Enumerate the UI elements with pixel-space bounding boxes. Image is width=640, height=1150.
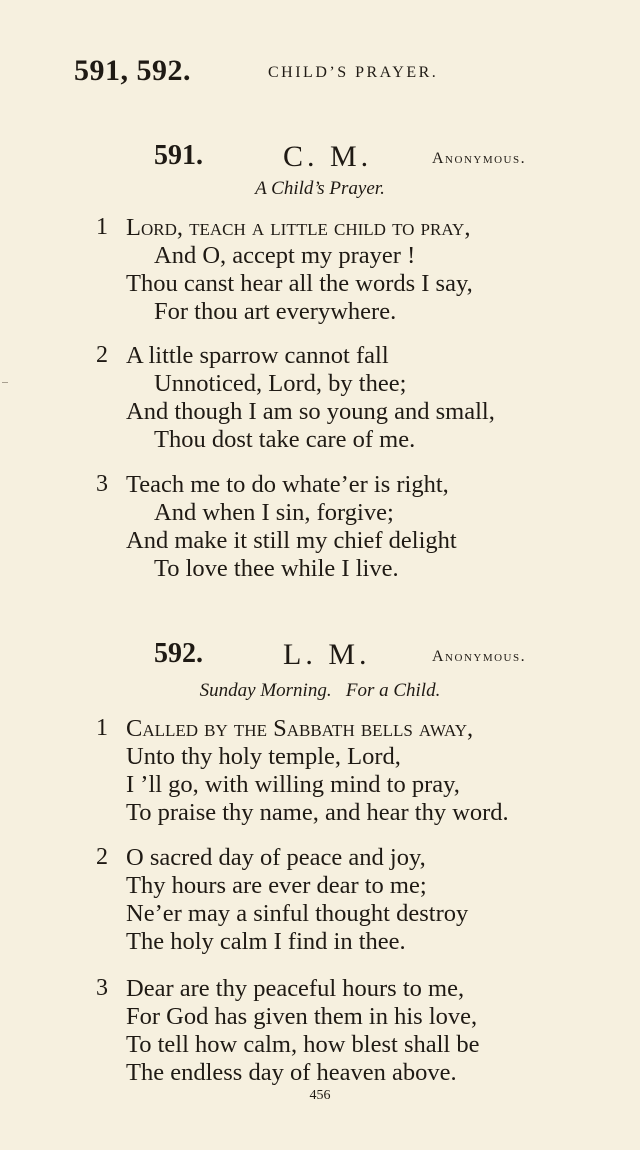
running-head-title: CHILD’S PRAYER.	[268, 64, 439, 81]
hymn-meter: L. M.	[283, 638, 371, 671]
verse-line: Unnoticed, Lord, by thee;	[154, 370, 407, 397]
verse-line: For thou art everywhere.	[154, 298, 397, 325]
hymn-author: Anonymous.	[432, 150, 527, 167]
verse-number: 1	[96, 214, 108, 240]
verse-number: 1	[96, 715, 108, 741]
verse-line: And make it still my chief delight	[126, 527, 457, 554]
hymn-author: Anonymous.	[432, 648, 527, 665]
verse-line: Unto thy holy temple, Lord,	[126, 743, 401, 770]
verse-line: O sacred day of peace and joy,	[126, 844, 426, 871]
verse-line: And O, accept my prayer !	[154, 242, 416, 269]
verse-line: Thy hours are ever dear to me;	[126, 872, 427, 899]
verse-line: To tell how calm, how blest shall be	[126, 1031, 480, 1058]
hymn-592-heading	[0, 638, 640, 678]
verse-line: The endless day of heaven above.	[126, 1059, 457, 1086]
running-head-numbers: 591, 592.	[74, 54, 191, 87]
verse-line: I ’ll go, with willing mind to pray,	[126, 771, 460, 798]
verse-line: Thou canst hear all the words I say,	[126, 270, 473, 297]
verse-line: Ne’er may a sinful thought destroy	[126, 900, 469, 927]
verse-line: Teach me to do whate’er is right,	[126, 471, 449, 498]
verse-line: Dear are thy peaceful hours to me,	[126, 975, 465, 1002]
hymn-subtitle: A Child’s Prayer.	[255, 178, 385, 199]
verse-line: To praise thy name, and hear thy word.	[126, 799, 509, 826]
verse-line: The holy calm I find in thee.	[126, 928, 406, 955]
verse-line: To love thee while I live.	[154, 555, 399, 582]
hymn-subtitle: Sunday Morning. For a Child.	[199, 680, 441, 701]
running-head	[74, 54, 594, 88]
verse-line: Called by the Sabbath bells away,	[126, 715, 474, 742]
verse-line: For God has given them in his love,	[126, 1003, 478, 1030]
verse-number: 3	[96, 471, 108, 497]
verse-line: Lord, teach a little child to pray,	[126, 214, 471, 241]
verse-number: 2	[96, 342, 108, 368]
margin-mark	[2, 382, 8, 383]
hymn-number: 591.	[154, 140, 203, 171]
hymn-number: 592.	[154, 638, 203, 669]
verse-line: Thou dost take care of me.	[154, 426, 416, 453]
verse-line: And when I sin, forgive;	[154, 499, 394, 526]
hymn-meter: C. M.	[283, 140, 373, 173]
hymn-591-heading	[0, 140, 640, 180]
verse-number: 2	[96, 844, 108, 870]
verse-line: A little sparrow cannot fall	[126, 342, 389, 369]
verse-number: 3	[96, 975, 108, 1001]
verse-line: And though I am so young and small,	[126, 398, 495, 425]
page-number: 456	[309, 1088, 331, 1103]
